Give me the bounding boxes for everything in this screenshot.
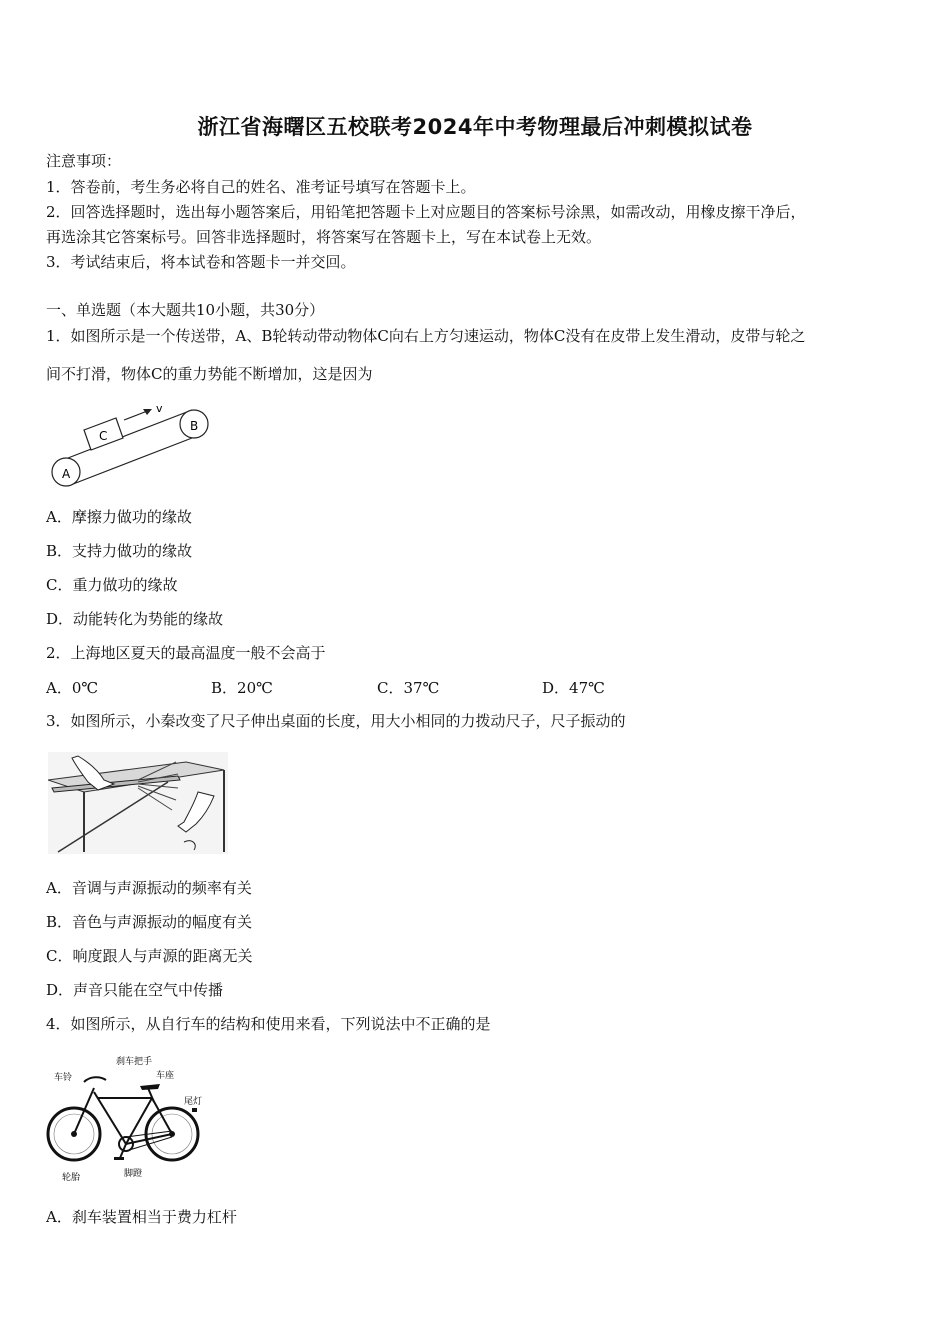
q2-stem: 2．上海地区夏天的最高温度一般不会高于 [46,644,326,662]
pedal [114,1157,124,1160]
notice-item-2: 2．回答选择题时，选出每小题答案后，用铅笔把答题卡上对应题目的答案标号涂黑，如需改动，用橡皮擦干净后， [46,203,806,221]
notice-item-1: 1．答卷前，考生务必将自己的姓名、准考证号填写在答题卡上。 [46,178,476,196]
label-a: A [62,467,71,481]
q2-option-d[interactable]: D．47℃ [542,679,605,697]
label-tire: 轮胎 [62,1173,81,1182]
q3-option-b[interactable]: B．音色与声源振动的幅度有关 [46,913,253,931]
label-v: v [156,402,163,415]
taillight [192,1108,197,1112]
notice-item-3: 3．考试结束后，将本试卷和答题卡一并交回。 [46,253,356,271]
q1-option-a[interactable]: A．摩擦力做功的缘故 [46,508,192,526]
notice-item-2-cont: 再选涂其它答案标号。回答非选择题时，将答案写在答题卡上，写在本试卷上无效。 [46,228,602,246]
conveyor-belt-figure [44,400,214,490]
q4-stem: 4．如图所示，从自行车的结构和使用来看，下列说法中不正确的是 [46,1015,491,1033]
q3-option-d[interactable]: D．声音只能在空气中传播 [46,981,224,999]
label-bell: 车铃 [54,1073,73,1083]
q3-stem: 3．如图所示，小秦改变了尺子伸出桌面的长度，用大小相同的力拨动尺子，尺子振动的 [46,712,626,730]
q1-option-b[interactable]: B．支持力做功的缘故 [46,542,193,560]
bicycle-figure [44,1052,214,1182]
notice-heading: 注意事项： [46,152,122,170]
q1-option-c[interactable]: C．重力做功的缘故 [46,576,178,594]
page-title: 浙江省海曙区五校联考2024年中考物理最后冲刺模拟试卷 [197,115,753,139]
label-b: B [190,419,199,433]
seat [140,1084,160,1090]
label-c: C [99,429,108,443]
section-heading: 一、单选题（本大题共10小题，共30分） [46,301,325,319]
q3-option-c[interactable]: C．响度跟人与声源的距离无关 [46,947,253,965]
handlebar [84,1077,106,1082]
q3-option-a[interactable]: A．音调与声源振动的频率有关 [46,879,252,897]
q1-stem-line1: 1．如图所示是一个传送带，A、B轮转动带动物体C向右上方匀速运动，物体C没有在皮带上发生滑动，皮带与轮之 [46,327,806,345]
q2-option-c[interactable]: C．37℃ [377,679,440,697]
q2-option-a[interactable]: A．0℃ [46,679,99,697]
q1-stem-line2: 间不打滑，物体C的重力势能不断增加，这是因为 [46,365,373,383]
ruler-vibration-figure [48,752,228,854]
label-taillight: 尾灯 [184,1097,203,1107]
q2-option-b[interactable]: B．20℃ [211,679,273,697]
label-pedal: 脚蹬 [124,1169,143,1179]
label-brake: 刹车把手 [116,1057,153,1067]
label-seat: 车座 [156,1071,175,1081]
q1-option-d[interactable]: D．动能转化为势能的缘故 [46,610,224,628]
q4-option-a[interactable]: A．刹车装置相当于费力杠杆 [46,1208,237,1226]
